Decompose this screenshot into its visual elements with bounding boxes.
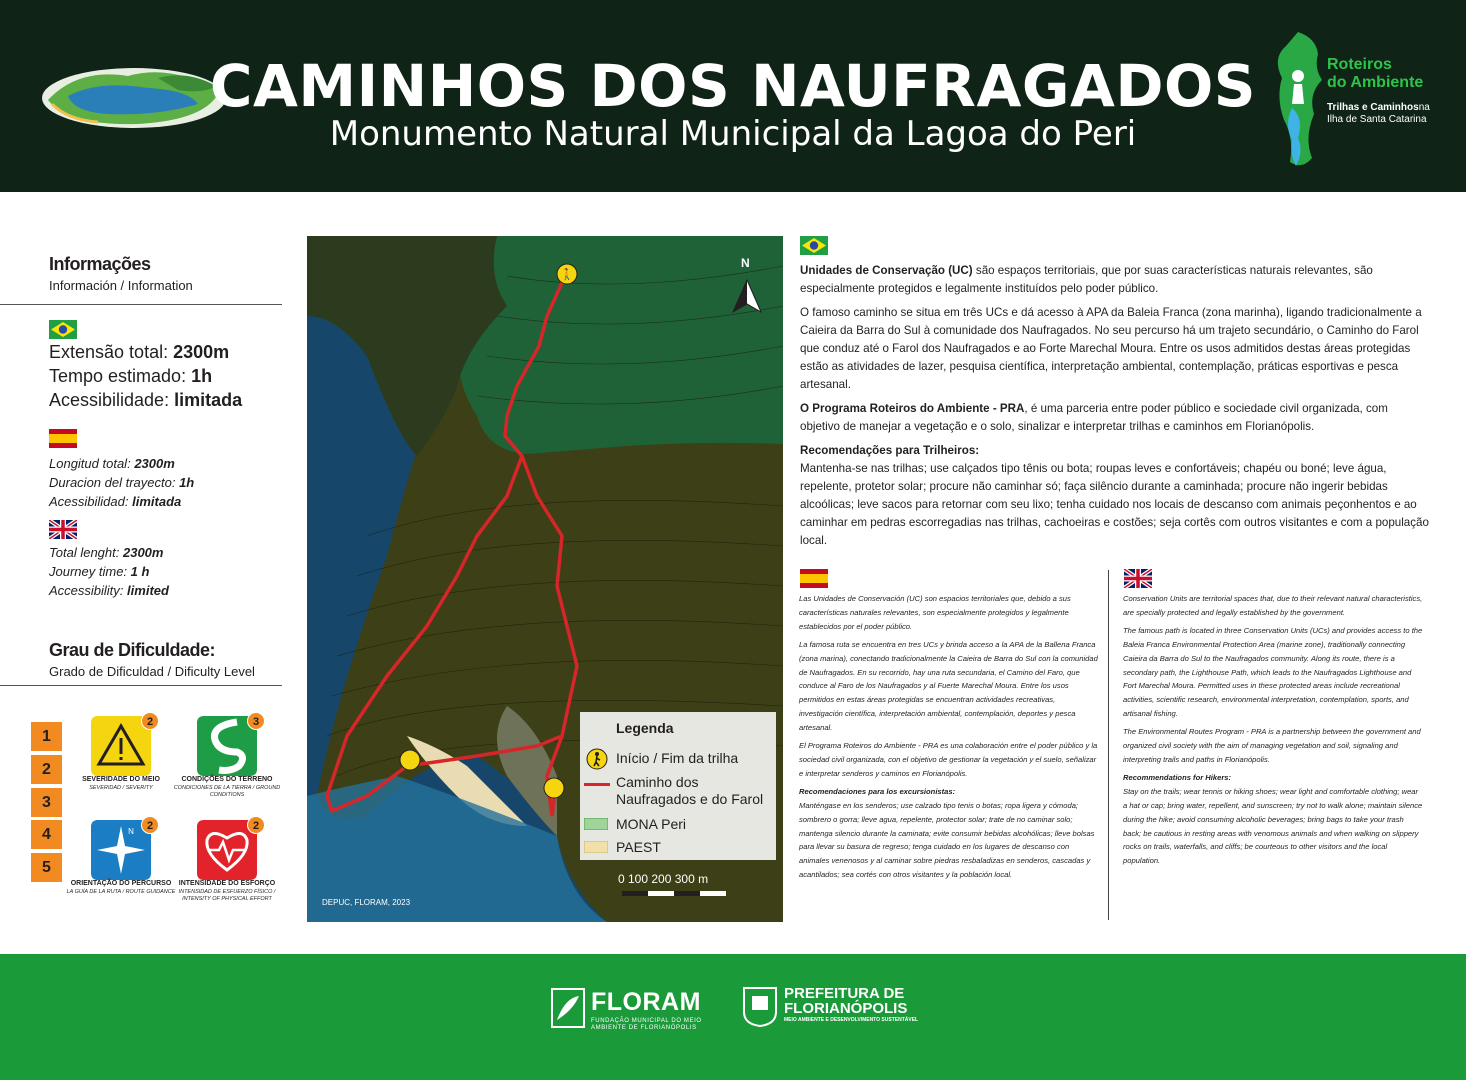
info-subheading: Información / Information bbox=[49, 278, 193, 293]
effort-level-badge: 2 bbox=[247, 816, 265, 834]
divider bbox=[0, 685, 282, 686]
es-rec-head: Recomendaciones para los excursionistas: bbox=[799, 786, 956, 796]
en-p2: The famous path is located in three Conservation Units (UCs) and provides access to the Baleia Franca Environmental Protection Area (marine zone), traditionally connecting Caieira da Barra do Sul to the Naufragados community. Along its route, there is a secondary path, the Lighthouse Path, which leads to the Naufragados Lighthouse and Fort Marechal Moura. Permitted uses in these protected areas include recreational activities, scientific research, environmental interpretation, contemplation, sports, and artisanal fishing. bbox=[1123, 625, 1423, 719]
page-title: CAMINHOS DOS NAUFRAGADOS bbox=[209, 52, 1257, 120]
en-length: Total lenght: 2300m bbox=[49, 545, 164, 560]
pt-time: Tempo estimado: 1h bbox=[49, 366, 213, 386]
difficulty-level-3: 3 bbox=[31, 788, 62, 817]
city-crest-icon bbox=[742, 986, 778, 1028]
en-rec-head: Recommendations for Hikers: bbox=[1123, 772, 1232, 782]
severity-level-badge: 2 bbox=[141, 712, 159, 730]
es-p3: El Programa Roteiros do Ambiente - PRA es una colaboración entre el poder público y la sociedad civil organizada, con el objetivo de gestionar la vegetación y el suelo, señalizar e interpretar senderos y caminos en Florianópolis. bbox=[799, 741, 1098, 778]
map-legend bbox=[580, 712, 776, 860]
paest-swatch bbox=[584, 841, 608, 853]
english-text bbox=[1123, 592, 1423, 872]
pt-p3-bold: O Programa Roteiros do Ambiente - PRA bbox=[800, 402, 1025, 415]
pt-p2: O famoso caminho se situa em três UCs e dá acesso à APA da Baleia Franca (zona marinha), ligando tradicionalmente a Caieira da Barra do Sul à comunidade dos Naufragados. No seu percurso há um trajeto secundário, o Caminho do Farol que conduz até o Farol dos Naufragados e ao Forte Marechal Moura. Entre os usos admitidos destas áreas protegidas estão as atividades de lazer, pesquisa científica, interpretação ambiental, contemplação, práticas esportivas e pesca artesanal. bbox=[800, 306, 1422, 391]
north-label: N bbox=[741, 256, 750, 270]
es-access: Acessibilidad: limitada bbox=[49, 494, 182, 509]
difficulty-level-5: 5 bbox=[31, 853, 62, 882]
pt-access: Acessibilidade: limitada bbox=[49, 390, 243, 410]
uk-flag-icon bbox=[1124, 569, 1152, 588]
effort-desc: INTENSIDAD DE ESFUERZO FÍSICO / INTENSITY OF PHYSICAL EFFORT bbox=[178, 889, 276, 902]
en-time: Journey time: 1 h bbox=[49, 564, 150, 579]
en-access: Accessibility: limited bbox=[49, 583, 169, 598]
spanish-text bbox=[799, 592, 1099, 886]
legend-route: Caminho dos Naufragados e do Farol bbox=[616, 774, 764, 807]
legend-mona: MONA Peri bbox=[616, 816, 687, 832]
difficulty-heading: Grau de Dificuldade: bbox=[49, 640, 216, 660]
orientation-desc: LA GUÍA DE LA RUTA / ROUTE GUIDANCE bbox=[66, 889, 176, 895]
brand-tagline-2: Ilha de Santa Catarina bbox=[1327, 114, 1427, 125]
footer-banner bbox=[0, 954, 1466, 1080]
pt-p1-bold: Unidades de Conservação (UC) bbox=[800, 264, 973, 277]
effort-card bbox=[167, 820, 287, 910]
spain-flag-icon bbox=[800, 569, 828, 588]
floram-subtitle: FUNDAÇÃO MUNICIPAL DO MEIO AMBIENTE DE FLORIANÓPOLIS bbox=[591, 1018, 702, 1031]
portuguese-text bbox=[800, 262, 1430, 556]
pt-rec-head: Recomendações para Trilheiros: bbox=[800, 444, 980, 457]
difficulty-level-4: 4 bbox=[31, 820, 62, 849]
es-p1: Las Unidades de Conservación (UC) son espacios territoriales que, debido a sus características naturales relevantes, son especialmente protegidos y legalmente establecidos por el poder público. bbox=[799, 594, 1071, 631]
severity-desc: SEVERIDAD / SEVERITY bbox=[89, 785, 153, 791]
column-divider bbox=[1108, 570, 1109, 920]
brand-line-1: Roteiros bbox=[1327, 56, 1392, 73]
trail-end-marker-west bbox=[400, 750, 420, 770]
svg-text:N: N bbox=[128, 827, 134, 836]
terrain-level-badge: 3 bbox=[247, 712, 265, 730]
en-rec-body: Stay on the trails; wear tennis or hiking shoes; wear light and comfortable clothing; wear a hat or cap; bring water, repellent, and sunscreen; try not to walk alone; maintain silence during the hike; avoid consuming alcoholic beverages; bring bags to take your trash back; be cautious in resting areas with venomous animals and when walking on slippery rocks on trails, waterfalls, and cliffs; be courteous to other visitors and the local population. bbox=[1123, 786, 1423, 866]
island-map-icon bbox=[1268, 28, 1438, 173]
prefeitura-name bbox=[784, 986, 924, 1016]
floram-leaf-icon bbox=[551, 988, 585, 1028]
scale-bar bbox=[618, 891, 728, 897]
header-banner bbox=[0, 0, 1466, 192]
es-time: Duracion del trayecto: 1h bbox=[49, 475, 195, 490]
orientation-level-badge: 2 bbox=[141, 816, 159, 834]
brazil-flag-icon bbox=[800, 236, 828, 255]
pt-p1-rest: são espaços territoriais, que por suas características naturais relevantes, são especialmente protegidos e legalmente instituídos pelo poder público. bbox=[800, 264, 1373, 295]
route-swatch bbox=[584, 782, 610, 788]
orientation-title: ORIENTAÇÃO DO PERCURSO bbox=[70, 880, 172, 887]
scale-label: 0 100 200 300 m bbox=[618, 872, 709, 886]
page-subtitle: Monumento Natural Municipal da Lagoa do Peri bbox=[329, 114, 1137, 154]
info-heading: Informações bbox=[49, 254, 151, 274]
terrain-title: CONDIÇÕES DO TERRENO bbox=[181, 776, 273, 783]
difficulty-level-2: 2 bbox=[31, 755, 62, 784]
pt-rec-body: Mantenha-se nas trilhas; use calçados tipo tênis ou bota; roupas leves e confortáveis; chapéu ou boné; leve água, repelente, protetor solar; procure não caminhar só; faça silêncio durante a caminhada; procure não ingerir bebidas alcoólicas; leve sacos para retornar com seu lixo; tenha cuidado nos locais de descanso com animais peçonhentos e ao caminhar em pedras escorregadias nas trilhas, cachoeiras e costões; seja cortês com outros visitantes e com a população local. bbox=[800, 462, 1429, 547]
severity-title: SEVERIDADE DO MEIO bbox=[82, 776, 160, 783]
brazil-flag-icon bbox=[49, 320, 77, 339]
es-rec-body: Manténgase en los senderos; use calzado tipo tenis o botas; ropa ligera y cómoda; sombrero o gorra; lleve agua, repelente, protector solar; trate de no caminar solo; mantenga silencio durante la caminata; evite consumir bebidas alcohólicas; lleve bolsas para llevar su basura de regreso; tenga cuidado en los lugares de descanso con animales venenosos y al caminar sobre piedras resbaladizas en senderos, cascadas y acantilados; sea cortés con otros visitantes y la población local. bbox=[799, 800, 1095, 880]
en-p1: Conservation Units are territorial spaces that, due to their relevant natural characteristics, are specially protected and legally established by the government. bbox=[1123, 594, 1423, 617]
prefeitura-logo bbox=[742, 985, 919, 1033]
floram-name: FLORAM bbox=[591, 988, 701, 1016]
es-length: Longitud total: 2300m bbox=[49, 456, 175, 471]
difficulty-subheading: Grado de Dificuldad / Dificulty Level bbox=[49, 664, 255, 679]
brand-line-2: do Ambiente bbox=[1327, 74, 1424, 91]
uk-flag-icon bbox=[49, 520, 77, 539]
legend-title: Legenda bbox=[616, 720, 674, 736]
map-scale bbox=[618, 872, 728, 900]
terrain-card bbox=[167, 716, 287, 806]
orientation-card bbox=[61, 820, 181, 910]
brand-tagline-bold: Trilhas e Caminhos bbox=[1327, 102, 1419, 113]
es-p2: La famosa ruta se encuentra en tres UCs y brinda acceso a la APA de la Ballena Franca (zona marina), conectando tradicionalmente la Caieira de Barra do Sul con la comunidad de Naufragados. En su recorrido, hay una ruta secundaria, el Camino del Faro, que conduce al Faro de los Naufragados y al Fuerte Marechal Moura. Entre los usos permitidos en estas áreas protegidas se encuentran actividades recreativas, investigación científica, interpretación ambiental, contemplación, deportes y pesca artesanal. bbox=[799, 639, 1098, 733]
svg-text:🚶: 🚶 bbox=[560, 268, 574, 281]
brand-name bbox=[1327, 56, 1423, 92]
divider bbox=[0, 304, 282, 305]
prefeitura-name-2: FLORIANÓPOLIS bbox=[784, 1000, 908, 1017]
trail-end-marker-east bbox=[544, 778, 564, 798]
map-credit: DEPUC, FLORAM, 2023 bbox=[322, 898, 411, 907]
legend-paest: PAEST bbox=[616, 839, 661, 855]
trail-start-marker bbox=[557, 264, 577, 284]
hiker-icon bbox=[586, 748, 608, 770]
mona-swatch bbox=[584, 818, 608, 830]
prefeitura-name-1: PREFEITURA DE bbox=[784, 985, 905, 1002]
prefeitura-subtitle: MEIO AMBIENTE E DESENVOLVIMENTO SUSTENTÁVEL bbox=[784, 1017, 919, 1023]
severity-card bbox=[61, 716, 181, 806]
difficulty-level-1: 1 bbox=[31, 722, 62, 751]
pt-length: Extensão total: 2300m bbox=[49, 342, 230, 362]
brand-tagline-rest: na bbox=[1418, 102, 1430, 113]
en-p3: The Environmental Routes Program - PRA is a partnership between the government and organized civil society with the aim of managing vegetation and soil, signaling and interpreting trails and paths in Florianópolis. bbox=[1123, 727, 1421, 764]
floram-logo bbox=[551, 988, 702, 1033]
spain-flag-icon bbox=[49, 429, 77, 448]
pt-p3-rest: , é uma parceria entre poder público e sociedade civil organizada, com objetivo de manejar a vegetação e o solo, sinalizar e interpretar trilhas e caminhos em Florianópolis. bbox=[800, 402, 1388, 433]
effort-title: INTENSIDADE DO ESFORÇO bbox=[178, 880, 276, 887]
brand-tagline bbox=[1327, 102, 1430, 126]
terrain-desc: CONDICIONES DE LA TIERRA / GROUND CONDITIONS bbox=[173, 785, 281, 798]
legend-start: Início / Fim da trilha bbox=[616, 750, 739, 766]
